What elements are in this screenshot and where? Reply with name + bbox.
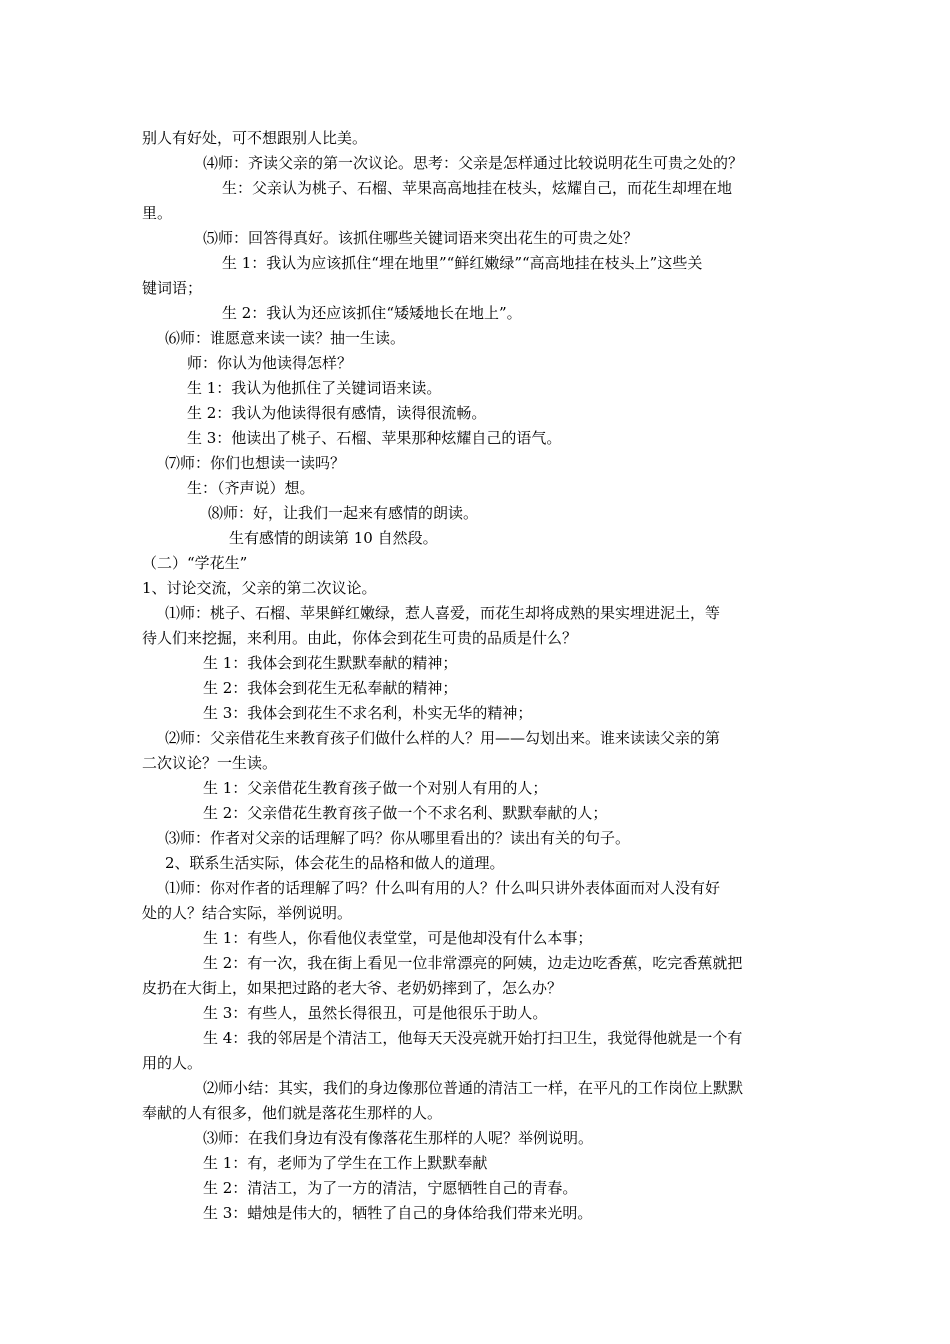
text-line: 生 1：有些人，你看他仪表堂堂，可是他却没有什么本事； — [203, 929, 593, 947]
text-line: 生：父亲认为桃子、石榴、苹果高高地挂在枝头，炫耀自己，而花生却埋在地 — [222, 179, 733, 197]
text-line: 生 1：我认为他抓住了关键词语来读。 — [187, 379, 442, 397]
text-line: ⑶师：在我们身边有没有像落花生那样的人呢？举例说明。 — [203, 1129, 594, 1147]
text-line: 生：（齐声说）想。 — [187, 479, 315, 497]
text-line: 生 2：有一次，我在街上看见一位非常漂亮的阿姨，边走边吃香蕉，吃完香蕉就把 — [203, 954, 743, 972]
text-line: ⑵师：父亲借花生来教育孩子们做什么样的人？用——勾划出来。谁来读读父亲的第 — [165, 729, 721, 747]
text-line: 2、联系生活实际，体会花生的品格和做人的道理。 — [165, 854, 505, 872]
text-line: ⑴师：你对作者的话理解了吗？什么叫有用的人？什么叫只讲外表体面而对人没有好 — [165, 879, 721, 897]
text-line: 奉献的人有很多，他们就是落花生那样的人。 — [142, 1104, 443, 1122]
text-line: 生 2：我体会到花生无私奉献的精神； — [203, 679, 458, 697]
text-line: 生 4：我的邻居是个清洁工，他每天天没亮就开始打扫卫生，我觉得他就是一个有 — [203, 1029, 743, 1047]
text-line: ⑵师小结：其实，我们的身边像那位普通的清洁工一样，在平凡的工作岗位上默默 — [203, 1079, 744, 1097]
text-line: 生 2：父亲借花生教育孩子做一个不求名利、默默奉献的人； — [203, 804, 608, 822]
text-line: 1、讨论交流，父亲的第二次议论。 — [142, 579, 377, 597]
section-heading: （二）“学花生” — [142, 554, 248, 572]
text-line: ⑸师：回答得真好。该抓住哪些关键词语来突出花生的可贵之处？ — [203, 229, 639, 247]
text-line: 生有感情的朗读第 10 自然段。 — [229, 529, 438, 547]
text-line: 生 2：清洁工，为了一方的清洁，宁愿牺牲自己的青春。 — [203, 1179, 578, 1197]
text-line: ⑹师：谁愿意来读一读？抽一生读。 — [165, 329, 406, 347]
text-line: 皮扔在大街上，如果把过路的老大爷、老奶奶摔到了，怎么办？ — [142, 979, 563, 997]
text-line: 用的人。 — [142, 1054, 203, 1072]
text-line: ⑷师：齐读父亲的第一次议论。思考：父亲是怎样通过比较说明花生可贵之处的？ — [203, 154, 744, 172]
text-line: 生 1：有，老师为了学生在工作上默默奉献 — [203, 1154, 488, 1172]
text-line: 生 3：有些人，虽然长得很丑，可是他很乐于助人。 — [203, 1004, 548, 1022]
text-line: 生 3：他读出了桃子、石榴、苹果那种炫耀自己的语气。 — [187, 429, 562, 447]
text-line: 键词语； — [142, 279, 203, 297]
text-line: ⑶师：作者对父亲的话理解了吗？你从哪里看出的？读出有关的句子。 — [165, 829, 631, 847]
text-line: 生 1：我认为应该抓住“埋在地里”“鲜红嫩绿”“高高地挂在枝头上”这些关 — [222, 254, 703, 272]
text-line: 生 3：我体会到花生不求名利，朴实无华的精神； — [203, 704, 533, 722]
text-line: 生 2：我认为他读得很有感情，读得很流畅。 — [187, 404, 487, 422]
text-line: ⑻师：好，让我们一起来有感情的朗读。 — [208, 504, 479, 522]
text-line: 生 1：我体会到花生默默奉献的精神； — [203, 654, 458, 672]
text-line: 二次议论？一生读。 — [142, 754, 278, 772]
text-line: 师：你认为他读得怎样？ — [187, 354, 353, 372]
text-line: 别人有好处，可不想跟别人比美。 — [142, 129, 368, 147]
text-line: ⑺师：你们也想读一读吗？ — [165, 454, 346, 472]
text-line: 生 1：父亲借花生教育孩子做一个对别人有用的人； — [203, 779, 548, 797]
text-line: 生 2：我认为还应该抓住“矮矮地长在地上”。 — [222, 304, 522, 322]
text-line: ⑴师：桃子、石榴、苹果鲜红嫩绿，惹人喜爱，而花生却将成熟的果实埋进泥土，等 — [165, 604, 721, 622]
text-line: 里。 — [142, 204, 173, 222]
text-line: 处的人？结合实际，举例说明。 — [142, 904, 353, 922]
text-line: 生 3：蜡烛是伟大的，牺牲了自己的身体给我们带来光明。 — [203, 1204, 593, 1222]
text-line: 待人们来挖掘，来利用。由此，你体会到花生可贵的品质是什么？ — [142, 629, 578, 647]
